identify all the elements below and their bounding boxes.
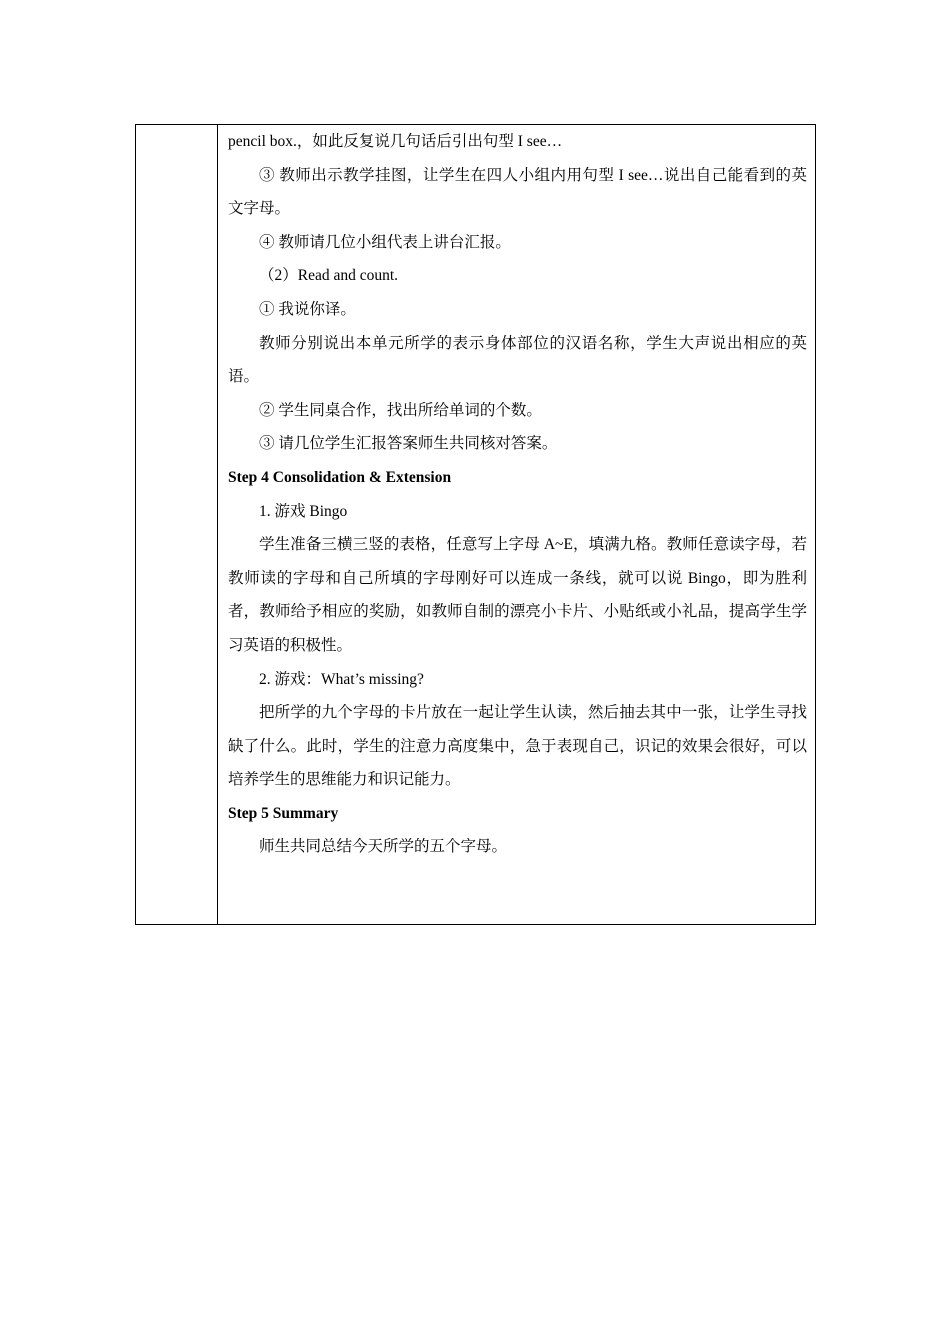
paragraph-check-answers: ③ 请几位学生汇报答案师生共同核对答案。 [259, 435, 558, 453]
content-body [218, 125, 815, 864]
heading-step-5: Step 5 Summary [228, 804, 339, 822]
paragraph-pair-work: ② 学生同桌合作，找出所给单词的个数。 [259, 401, 542, 419]
left-column-cell [136, 125, 218, 925]
paragraph-bingo-rules: 学生准备三横三竖的表格，任意写上字母 A~E，填满九格。教师任意读字母，若教师读的字母和自己所填的字母刚好可以连成一条线，就可以说 Bingo，即为胜利者，教师给予相应的奖励，如教师自制的漂亮小卡片、小贴纸或小礼品，提高学生学习英语的积极性。 [228, 536, 807, 654]
section-read-and-count: （2）Read and count. [259, 267, 399, 285]
paragraph-step-4: ④ 教师请几位小组代表上讲台汇报。 [259, 233, 511, 251]
paragraph-i-say-you-translate: ① 我说你译。 [259, 300, 356, 318]
table-row [136, 125, 816, 925]
paragraph-summary: 师生共同总结今天所学的五个字母。 [259, 838, 508, 856]
paragraph-body-parts: 教师分别说出本单元所学的表示身体部位的汉语名称，学生大声说出相应的英语。 [228, 334, 807, 386]
content-cell [218, 125, 816, 925]
paragraph-step-3: ③ 教师出示教学挂图，让学生在四人小组内用句型 I see…说出自己能看到的英文字母。 [228, 166, 807, 218]
lesson-table [135, 124, 816, 925]
paragraph-whats-missing-rules: 把所学的九个字母的卡片放在一起让学生认读，然后抽去其中一张，让学生寻找缺了什么。此时，学生的注意力高度集中，急于表现自己，识记的效果会很好，可以培养学生的思维能力和识记能力。 [228, 704, 807, 789]
item-bingo-game: 1. 游戏 Bingo [259, 502, 348, 520]
heading-step-4: Step 4 Consolidation & Extension [228, 468, 452, 486]
paragraph-pencil-box: pencil box.，如此反复说几句话后引出句型 I see… [228, 133, 563, 150]
item-whats-missing-game: 2. 游戏：What’s missing? [259, 670, 424, 688]
